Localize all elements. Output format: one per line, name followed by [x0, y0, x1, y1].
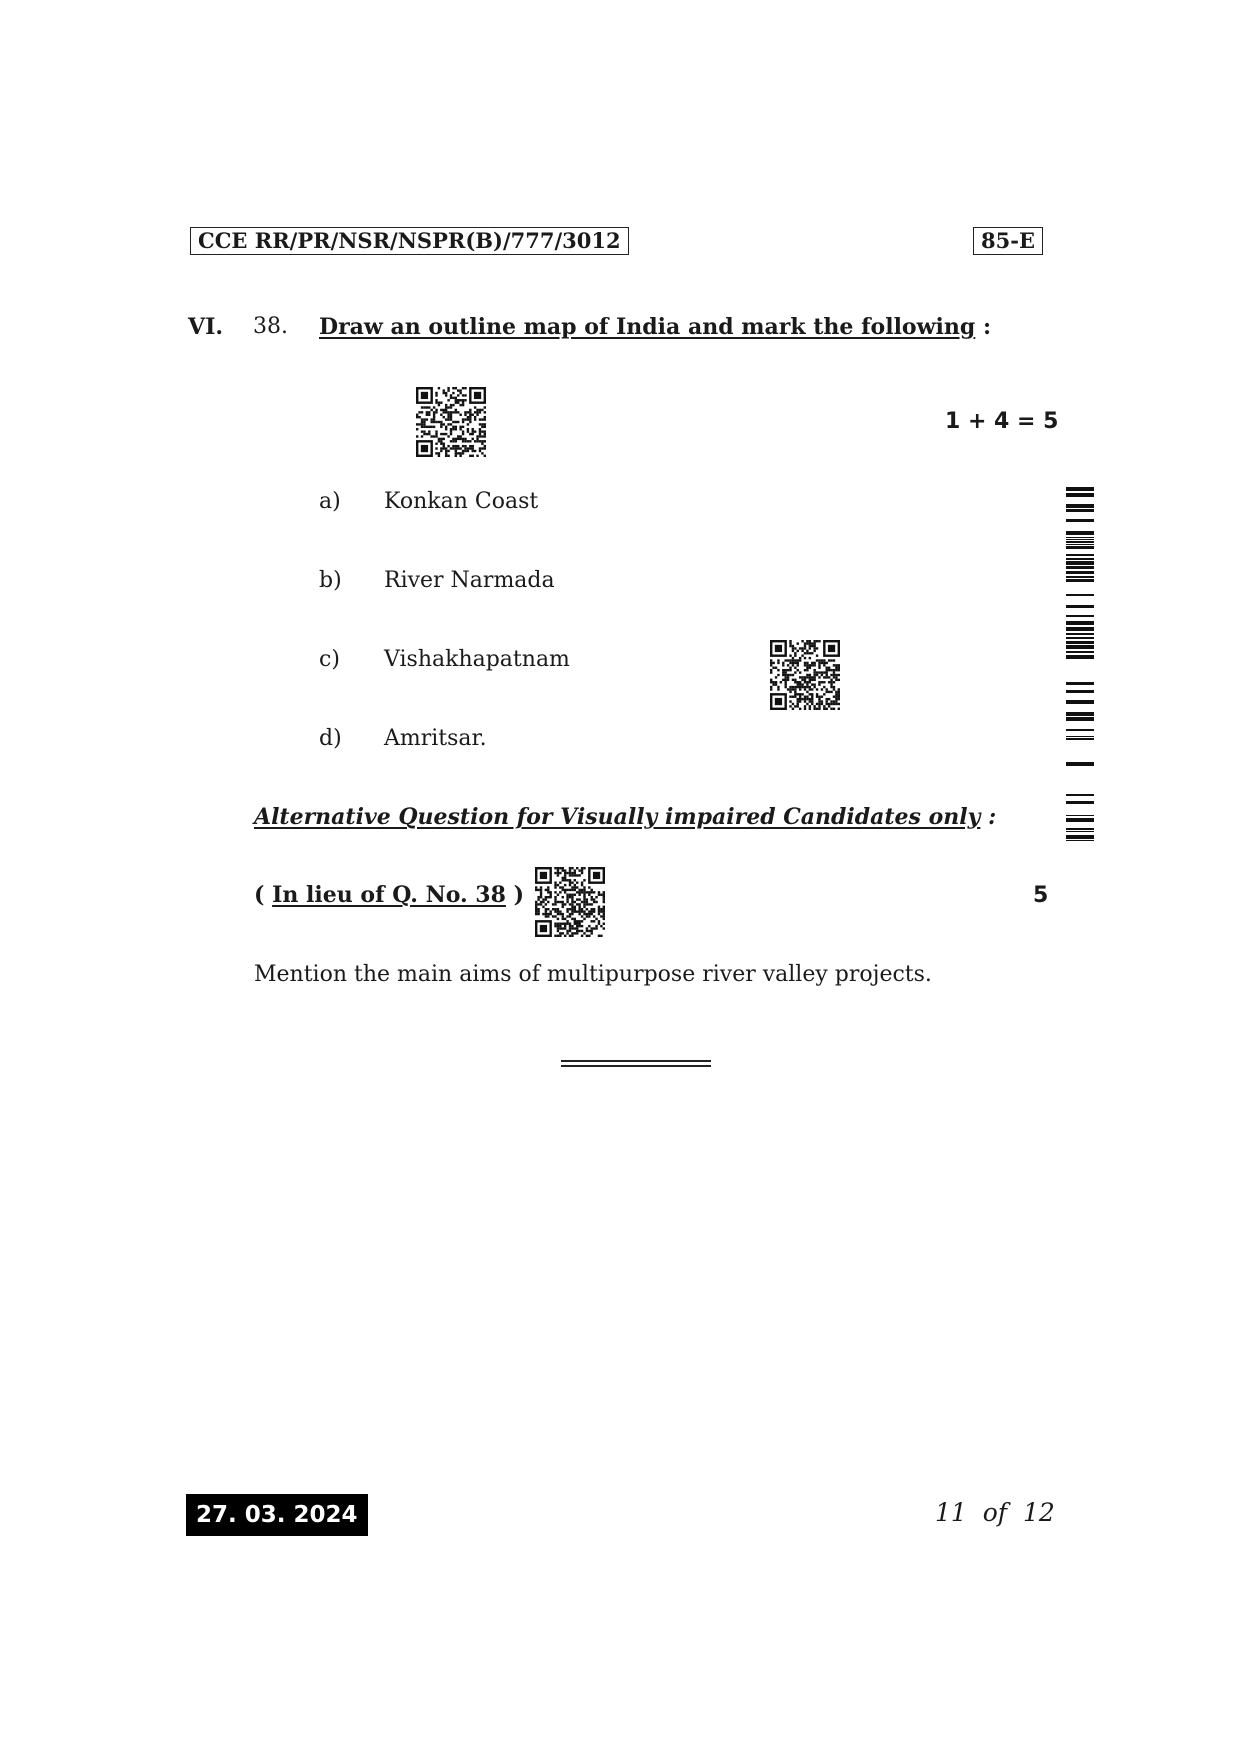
- in-lieu-text: In lieu of Q. No. 38: [272, 882, 506, 908]
- alternative-heading-text: Alternative Question for Visually impaired Candidates only: [254, 804, 981, 830]
- in-lieu-label: [254, 882, 524, 908]
- item-label-d: d): [319, 726, 342, 751]
- question-title-colon: :: [982, 314, 992, 340]
- alternative-marks: 5: [1033, 883, 1049, 908]
- alternative-question-text: Mention the main aims of multipurpose river valley projects.: [254, 962, 932, 987]
- item-text-b: River Narmada: [384, 568, 555, 593]
- page-number: 11 of 12: [935, 1498, 1055, 1527]
- paper-code: CCE RR/PR/NSR/NSPR(B)/777/3012: [190, 227, 629, 255]
- in-lieu-close: ): [513, 882, 525, 908]
- section-label: VI.: [188, 314, 224, 340]
- qr-code-icon: [416, 387, 486, 457]
- question-marks: 1 + 4 = 5: [945, 409, 1059, 434]
- end-divider-top: [561, 1060, 711, 1062]
- question-title: [319, 314, 991, 340]
- item-text-a: Konkan Coast: [384, 489, 539, 514]
- alternative-heading: [254, 804, 996, 830]
- question-number: 38.: [253, 314, 288, 339]
- item-text-c: Vishakhapatnam: [384, 647, 570, 672]
- item-label-b: b): [319, 568, 342, 593]
- qr-code-icon: [535, 867, 605, 937]
- alternative-heading-colon: :: [988, 804, 997, 830]
- item-label-a: a): [319, 489, 341, 514]
- item-text-d: Amritsar.: [384, 726, 487, 751]
- end-divider-bottom: [561, 1065, 711, 1067]
- barcode-icon: [1066, 487, 1094, 842]
- in-lieu-open: (: [254, 882, 265, 908]
- paper-number: 85-E: [973, 227, 1043, 255]
- question-title-text: Draw an outline map of India and mark the following: [319, 314, 976, 340]
- qr-code-icon: [770, 640, 840, 710]
- item-label-c: c): [319, 647, 340, 672]
- exam-date: 27. 03. 2024: [186, 1494, 368, 1536]
